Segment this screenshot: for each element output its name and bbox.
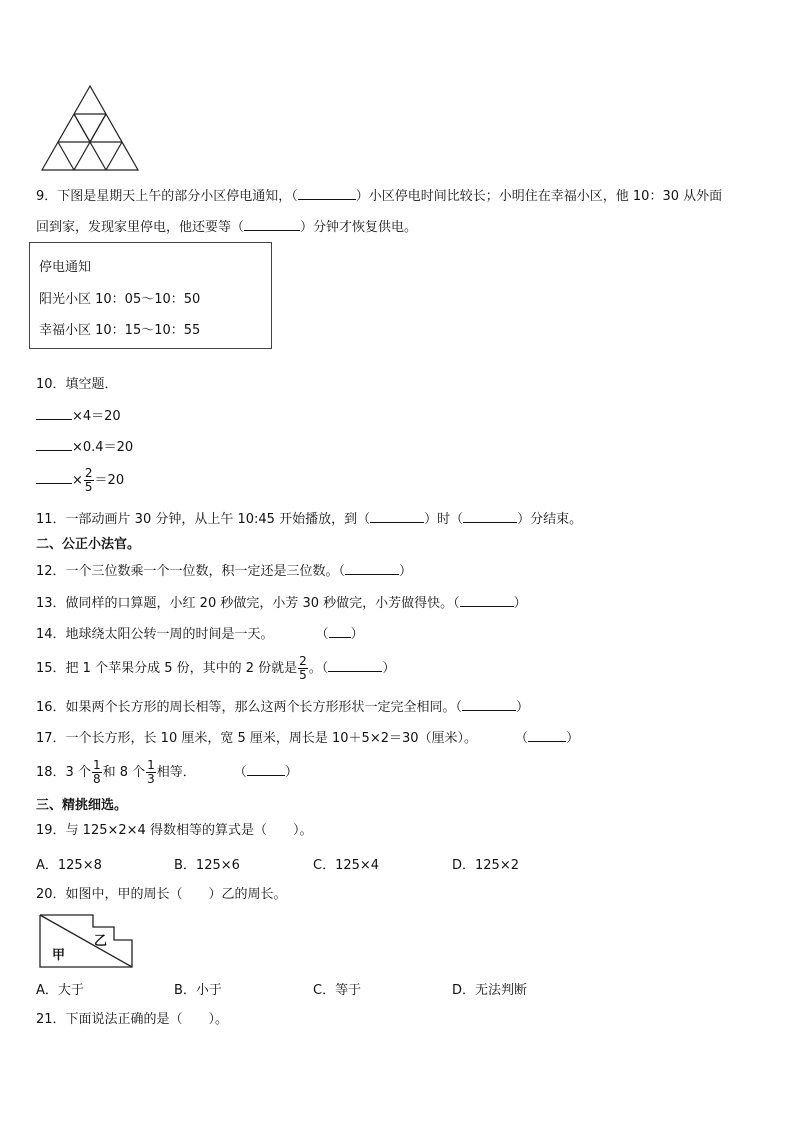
question-10-eq-2: ×0.4＝20: [36, 438, 133, 457]
staircase-figure: [38, 913, 134, 969]
question-15: 15．把 1 个苹果分成 5 份，其中的 2 份就是 $\frac{2}{5}$ 。（ ）: [36, 654, 396, 682]
answer-blank[interactable]: [462, 698, 516, 711]
question-10-title: 10．填空题．: [36, 377, 118, 392]
q19-option-d[interactable]: D．125×2: [452, 858, 519, 873]
answer-blank[interactable]: [345, 562, 399, 575]
answer-blank[interactable]: [328, 659, 382, 672]
q20-option-c[interactable]: C．等于: [313, 983, 362, 998]
notice-row-sunshine: 阳光小区 10：05～10：50: [39, 292, 201, 307]
question-9-line-1: 9．下图是星期天上午的部分小区停电通知，（ ）小区停电时间比较长；小明住在幸福小区，他 10：30 从外面: [36, 189, 723, 204]
notice-title: 停电通知: [39, 260, 92, 275]
question-12: 12．一个三位数乘一个一位数，积一定还是三位数。（ ）: [36, 564, 413, 579]
label-yi: 乙: [94, 934, 108, 949]
question-21-stem: 21．下面说法正确的是（ ）。: [36, 1012, 229, 1027]
answer-blank[interactable]: [36, 438, 72, 451]
fraction: $\frac{1}{8}$: [92, 758, 101, 786]
q19-option-a[interactable]: A．125×8: [36, 858, 102, 873]
answer-blank[interactable]: [370, 510, 424, 523]
answer-blank[interactable]: [36, 407, 72, 420]
question-13: 13．做同样的口算题，小红 20 秒做完，小芳 30 秒做完，小芳做得快。（ ）: [36, 596, 527, 611]
answer-blank[interactable]: [36, 471, 72, 484]
answer-blank[interactable]: [528, 729, 566, 742]
section-2-heading: 二、公正小法官。: [36, 537, 141, 552]
question-16: 16．如果两个长方形的周长相等，那么这两个长方形形状一定完全相同。（ ）: [36, 700, 530, 715]
label-jia: 甲: [52, 948, 66, 963]
fraction: $\frac{1}{3}$: [147, 758, 155, 786]
q20-option-d[interactable]: D．无法判断: [452, 983, 528, 998]
triangle-grid-figure: [40, 84, 142, 172]
section-3-heading: 三、精挑细选。: [36, 798, 128, 813]
q19-option-b[interactable]: B．125×6: [174, 858, 240, 873]
question-9-line-2: 回到家，发现家里停电，他还要等（ ）分钟才恢复供电。: [36, 220, 418, 235]
fraction: $\frac{2}{5}$: [84, 466, 93, 494]
answer-blank[interactable]: [298, 187, 356, 200]
question-10-eq-1: ×4＝20: [36, 407, 121, 426]
answer-blank[interactable]: [463, 510, 517, 523]
question-17: 17．一个长方形，长 10 厘米，宽 5 厘米，周长是 10＋5×2＝30（厘米）。 （ ）: [36, 731, 580, 746]
fraction: $\frac{2}{5}$: [299, 654, 307, 682]
answer-blank[interactable]: [329, 625, 351, 638]
question-10-eq-3: × $\frac{2}{5}$ ＝20: [36, 464, 124, 498]
answer-blank[interactable]: [244, 218, 300, 231]
q19-option-c[interactable]: C．125×4: [313, 858, 380, 873]
question-11: 11．一部动画片 30 分钟，从上午 10:45 开始播放，到（ ）时（ ）分结束。: [36, 512, 583, 527]
question-18: 18．3 个 $\frac{1}{8}$ 和 8 个 $\frac{1}{3}$ 相等． （ ）: [36, 758, 298, 786]
q20-option-b[interactable]: B．小于: [174, 983, 222, 998]
answer-blank[interactable]: [247, 763, 285, 776]
notice-row-xingfu: 幸福小区 10：15～10：55: [39, 323, 201, 338]
answer-blank[interactable]: [460, 594, 514, 607]
question-20-stem: 20．如图中，甲的周长（ ）乙的周长。: [36, 887, 287, 902]
power-outage-notice: [29, 242, 272, 349]
question-14: 14．地球绕太阳公转一周的时间是一天。 （ ）: [36, 627, 364, 642]
question-19-stem: 19．与 125×2×4 得数相等的算式是（ ）。: [36, 823, 313, 838]
q20-option-a[interactable]: A．大于: [36, 983, 84, 998]
